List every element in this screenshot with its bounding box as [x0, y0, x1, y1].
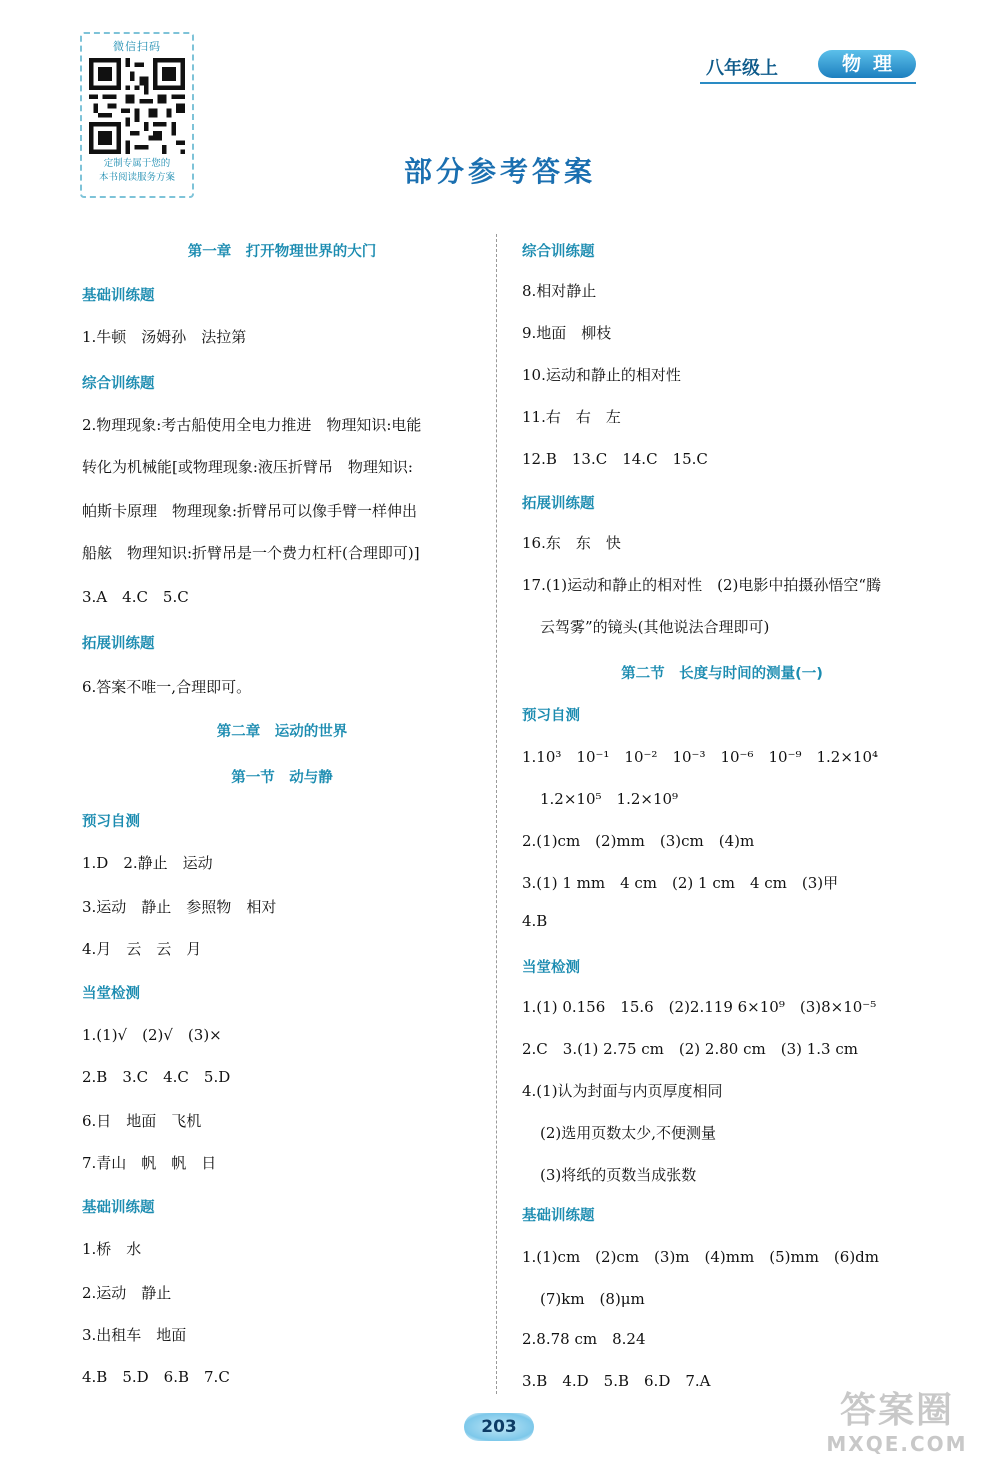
- section-heading: 基础训练题: [522, 1208, 595, 1224]
- qr-caption-line1: 定制专属于您的: [103, 158, 171, 169]
- qr-caption-line2: 本书阅读服务方案: [98, 172, 175, 183]
- section-heading: 第二章 运动的世界: [216, 724, 348, 740]
- section-heading: 预习自测: [82, 814, 140, 830]
- grade-label: 八年级上: [706, 58, 778, 79]
- answer-line: 帕斯卡原理 物理现象:折臂吊可以像手臂一样伸出: [82, 502, 418, 520]
- section-heading: 拓展训练题: [522, 496, 595, 512]
- answer-line: 17.(1)运动和静止的相对性 (2)电影中拍摄孙悟空“腾: [522, 576, 882, 594]
- watermark-line1: 答案圈: [839, 1390, 954, 1431]
- answer-line: 2.物理现象:考古船使用全电力推进 物理知识:电能: [82, 416, 422, 434]
- answer-line: 4.B 5.D 6.B 7.C: [82, 1368, 230, 1386]
- answer-line: 2.运动 静止: [82, 1284, 172, 1302]
- answer-line: (7)km (8)μm: [540, 1290, 645, 1308]
- section-heading: 第二节 长度与时间的测量(一): [621, 666, 823, 682]
- section-heading: 当堂检测: [82, 986, 140, 1002]
- answer-line: 3.(1) 1 mm 4 cm (2) 1 cm 4 cm (3)甲: [522, 874, 839, 892]
- answer-line: (3)将纸的页数当成张数: [540, 1166, 697, 1184]
- answer-line: 1.(1) 0.156 15.6 (2)2.119 6×10⁹ (3)8×10⁻⁵: [522, 998, 877, 1016]
- answer-line: 3.B 4.D 5.B 6.D 7.A: [522, 1372, 711, 1390]
- answer-line: 4.(1)认为封面与内页厚度相同: [522, 1082, 723, 1100]
- answer-line: 转化为机械能[或物理现象:液压折臂吊 物理知识:: [82, 458, 413, 476]
- answer-line: 7.青山 帆 帆 日: [82, 1154, 217, 1172]
- answer-line: 3.A 4.C 5.C: [82, 588, 189, 606]
- answer-line: 2.8.78 cm 8.24: [522, 1330, 646, 1348]
- answer-line: 3.出租车 地面: [82, 1326, 187, 1344]
- section-heading: 第一节 动与静: [231, 770, 333, 786]
- column-divider: [496, 234, 497, 1394]
- page-title: 部分参考答案: [403, 155, 596, 188]
- qr-top-text: 微信扫码: [113, 40, 161, 53]
- watermark-line2: MXQE.COM: [826, 1432, 968, 1456]
- answer-line: 9.地面 柳枝: [522, 324, 612, 342]
- answer-line: 1.2×10⁵ 1.2×10⁹: [540, 790, 679, 808]
- answer-line: 1.10³ 10⁻¹ 10⁻² 10⁻³ 10⁻⁶ 10⁻⁹ 1.2×10⁴: [522, 748, 879, 766]
- subject-badge: 物理: [818, 50, 916, 78]
- page-number: 203: [464, 1413, 534, 1441]
- answer-line: 2.C 3.(1) 2.75 cm (2) 2.80 cm (3) 1.3 cm: [522, 1040, 858, 1058]
- section-heading: 基础训练题: [82, 288, 155, 304]
- watermark-logo: [812, 1390, 982, 1470]
- answer-line: 6.答案不唯一,合理即可。: [82, 678, 252, 696]
- answer-line: 1.牛顿 汤姆孙 法拉第: [82, 328, 247, 346]
- answer-line: 2.B 3.C 4.C 5.D: [82, 1068, 231, 1086]
- answer-line: 1.桥 水: [82, 1240, 142, 1258]
- answer-line: 12.B 13.C 14.C 15.C: [522, 450, 708, 468]
- section-heading: 当堂检测: [522, 960, 580, 976]
- answer-line: 4.B: [522, 912, 548, 930]
- qr-code-icon[interactable]: [89, 58, 185, 154]
- section-heading: 第一章 打开物理世界的大门: [187, 244, 377, 260]
- section-heading: 预习自测: [522, 708, 580, 724]
- answer-line: 11.右 右 左: [522, 408, 621, 426]
- answer-line: 6.日 地面 飞机: [82, 1112, 202, 1130]
- answer-line: 云驾雾”的镜头(其他说法合理即可): [540, 618, 770, 636]
- section-heading: 综合训练题: [522, 244, 595, 260]
- answer-line: 1.(1)cm (2)cm (3)m (4)mm (5)mm (6)dm: [522, 1248, 879, 1266]
- section-heading: 拓展训练题: [82, 636, 155, 652]
- answer-line: 2.(1)cm (2)mm (3)cm (4)m: [522, 832, 755, 850]
- answer-line: 1.(1)√ (2)√ (3)×: [82, 1026, 222, 1044]
- answer-line: 4.月 云 云 月: [82, 940, 202, 958]
- answer-line: 3.运动 静止 参照物 相对: [82, 898, 277, 916]
- section-heading: 综合训练题: [82, 376, 155, 392]
- answer-line: 1.D 2.静止 运动: [82, 854, 213, 872]
- answer-line: 船舷 物理知识:折臂吊是一个费力杠杆(合理即可)]: [82, 544, 420, 562]
- answer-line: 16.东 东 快: [522, 534, 621, 552]
- header-underline: [700, 82, 916, 84]
- answer-line: 10.运动和静止的相对性: [522, 366, 681, 384]
- section-heading: 基础训练题: [82, 1200, 155, 1216]
- header-tag: [700, 48, 916, 88]
- answer-line: (2)选用页数太少,不便测量: [540, 1124, 717, 1142]
- answer-line: 8.相对静止: [522, 282, 597, 300]
